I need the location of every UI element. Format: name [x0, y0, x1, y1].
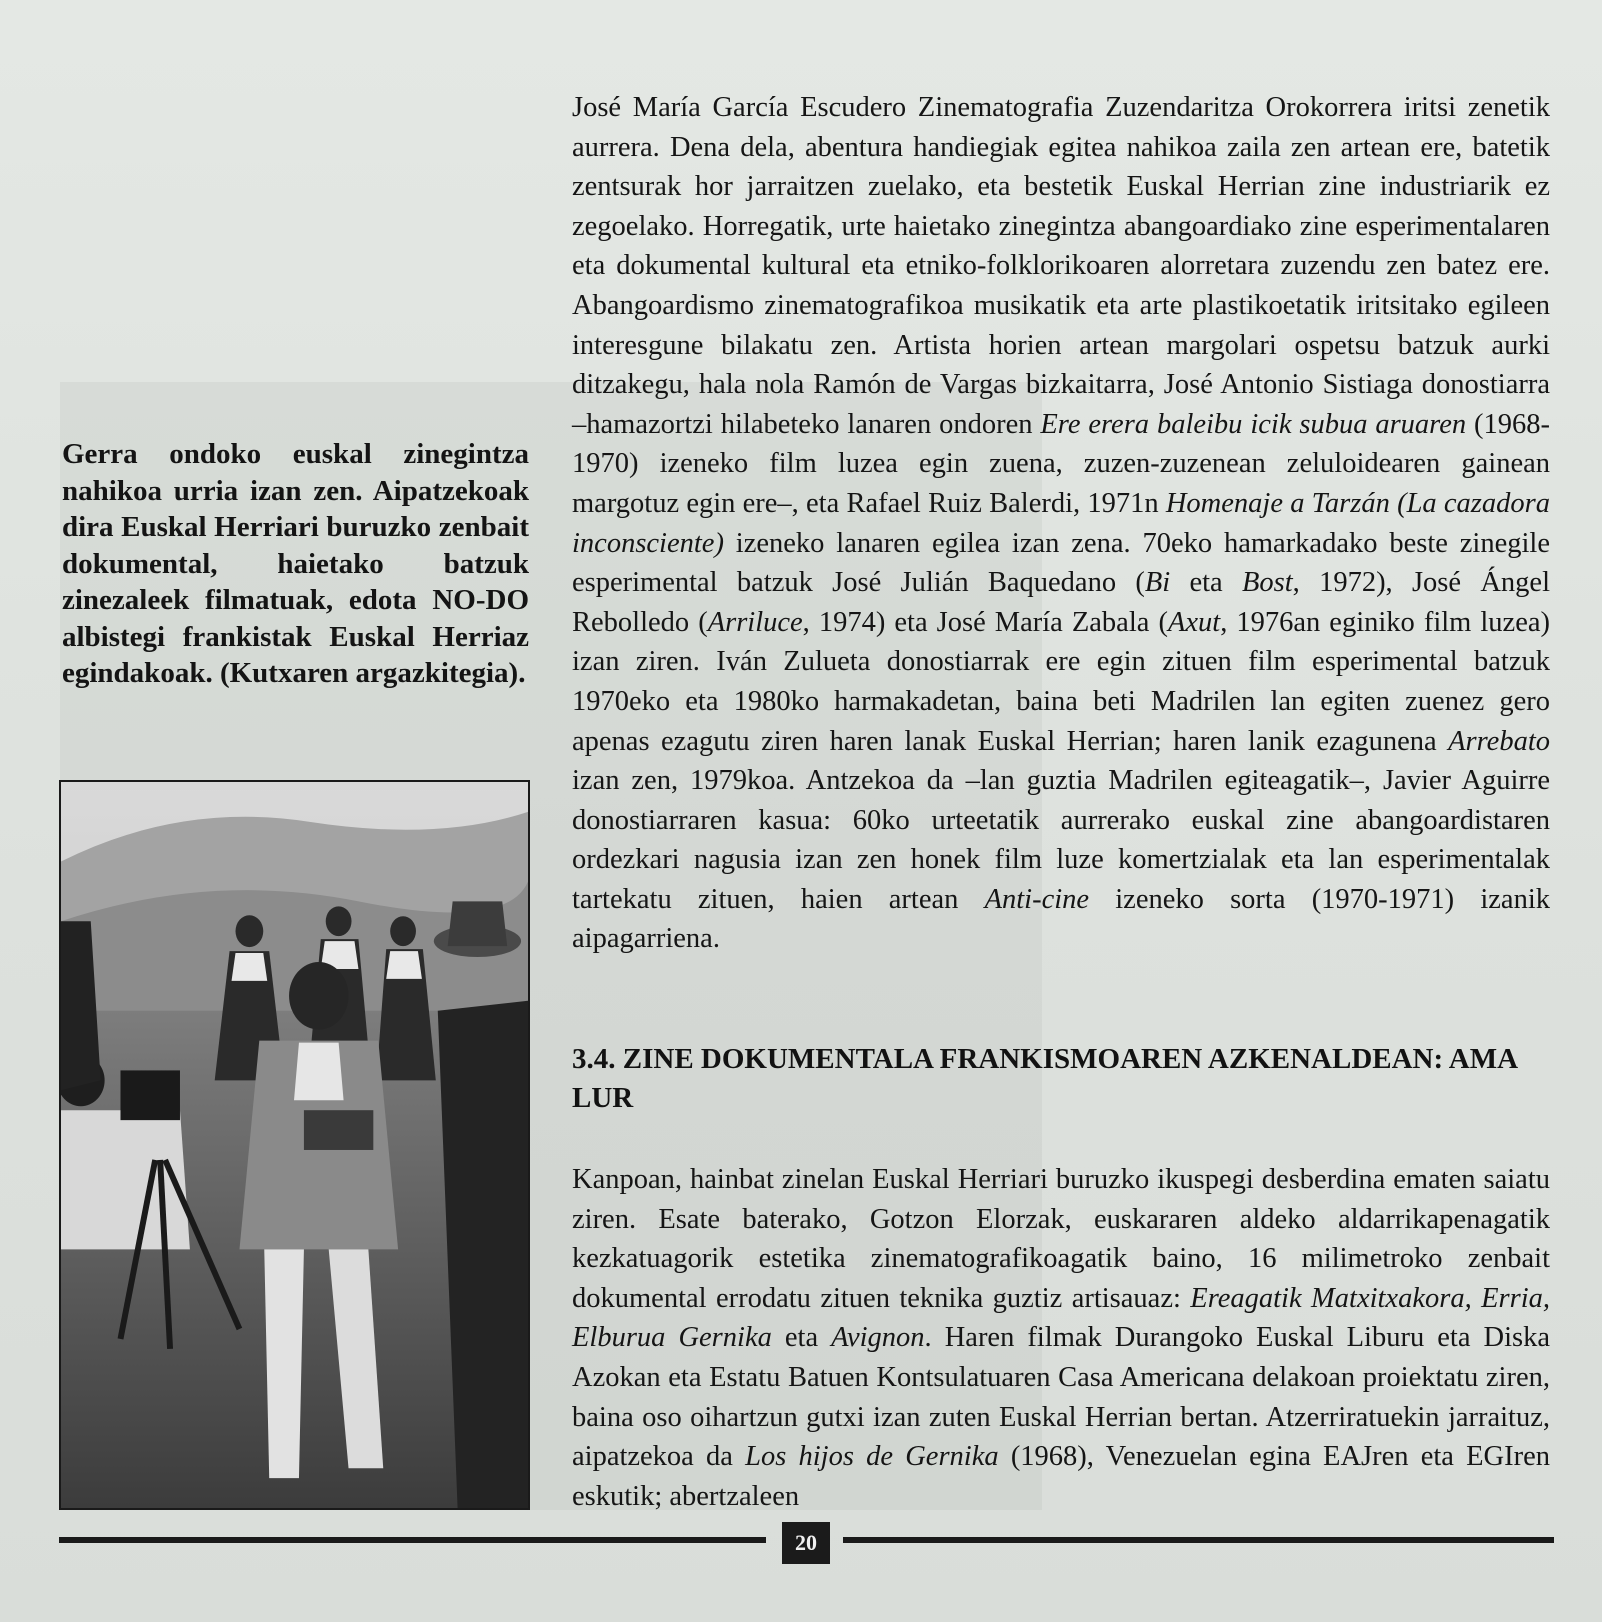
body-paragraph-2: [572, 1160, 1550, 1516]
historical-photo: [59, 780, 530, 1510]
footer-rule-right: [843, 1537, 1554, 1543]
section-heading: 3.4. ZINE DOKUMENTALA FRANKISMOAREN AZKENALDEAN: AMA LUR: [572, 1043, 1517, 1114]
photo-dancers-cameraman-icon: [61, 782, 528, 1508]
footer-rule-left: [59, 1537, 766, 1543]
paragraph-1-text: José María García Escudero Zinematografia Zuzendaritza Orokorrera iritsi zenetik aurrera. Dena dela, abentura handiegiak egitea nahikoa zaila zen artean ere, batetik zentsurak hor jarraitzen zuelako, eta bestetik Euskal Herrian zine industriarik ez zegoelako. Horregatik, urte haietako zinegintza abangoardiako zine esperimentalaren eta dokumental kultural eta etniko-folklorikoaren alorretara zuzendu zen batez ere. Abangoardismo zinematografikoa musikatik eta arte plastikoetatik iritsitako egileen interesgune bilakatu zen. Artista horien artean margolari ospetsu batzuk aurki ditzakegu, hala nola Ramón de Vargas bizkaitarra, José Antonio Sistiaga donostiarra –hamazortzi hilabeteko lanaren ondoren Ere erera baleibu icik subua aruaren (1968-1970) izeneko film luzea egin zuena, zuzen-zuzenean zeluloidearen gainean margotuz egin ere–, eta Rafael Ruiz Balerdi, 1971n Homenaje a Tarzán (La cazadora inconsciente) izeneko lanaren egilea izan zena. 70eko hamarkadako beste zinegile esperimental batzuk José Julián Baquedano (Bi eta Bost, 1972), José Ángel Rebolledo (Arriluce, 1974) eta José María Zabala (Axut, 1976an eginiko film luzea) izan ziren. Iván Zulueta donostiarrak ere egin zituen film esperimental batzuk 1970eko eta 1980ko harmakadetan, baina beti Madrilen lan egiten zuenez gero apenas ezagutu ziren haren lanak Euskal Herrian; haren lanik ezagunena Arrebato izan zen, 1979koa. Antzekoa da –lan guztia Madrilen egiteagatik–, Javier Aguirre donostiarraren kasua: 60ko urteetatik aurrerako euskal zine abangoardistaren ordezkari nagusia izan zen honek film luze komertzialak eta lan esperimentalak tartekatu zituen, haien artean Anti-cine izeneko sorta (1970-1971) izanik aipagarriena.: [572, 92, 1551, 955]
paragraph-2-text: Kanpoan, hainbat zinelan Euskal Herriari buruzko ikuspegi desberdina ematen saiatu ziren. Esate baterako, Gotzon Elorzak, euskararen aldeko aldarrikapenagatik kezkatuagorik estetika zinematografikoagatik baino, 16 milimetroko zenbait dokumental errodatu zituen teknika guztiz artisauaz: Ereagatik Matxitxakora, Erria, Elburua Gernika eta Avignon. Haren filmak Durangoko Euskal Liburu eta Diska Azokan eta Estatu Batuen Kontsulatuaren Casa Americana delakoan proiektatu ziren, baina oso oihartzun gutxi izan zuten Euskal Herrian bertan. Atzerriratuekin jarraituz, aipatzekoa da Los hijos de Gernika (1968), Venezuelan egina EAJren eta EGIren eskutik; abertzaleen: [572, 1164, 1550, 1512]
photo-caption: Gerra ondoko euskal zinegintza nahikoa urria izan zen. Aipatzekoak dira Euskal Herriari buruzko zenbait dokumental, haietako batzuk zinezaleek filmatuak, edota NO-DO albistegi frankistak Euskal Herriaz egindakoak. (Kutxaren argazkitegia).: [62, 438, 529, 689]
body-paragraph-1: [572, 88, 1550, 959]
page-number: 20: [782, 1522, 830, 1564]
